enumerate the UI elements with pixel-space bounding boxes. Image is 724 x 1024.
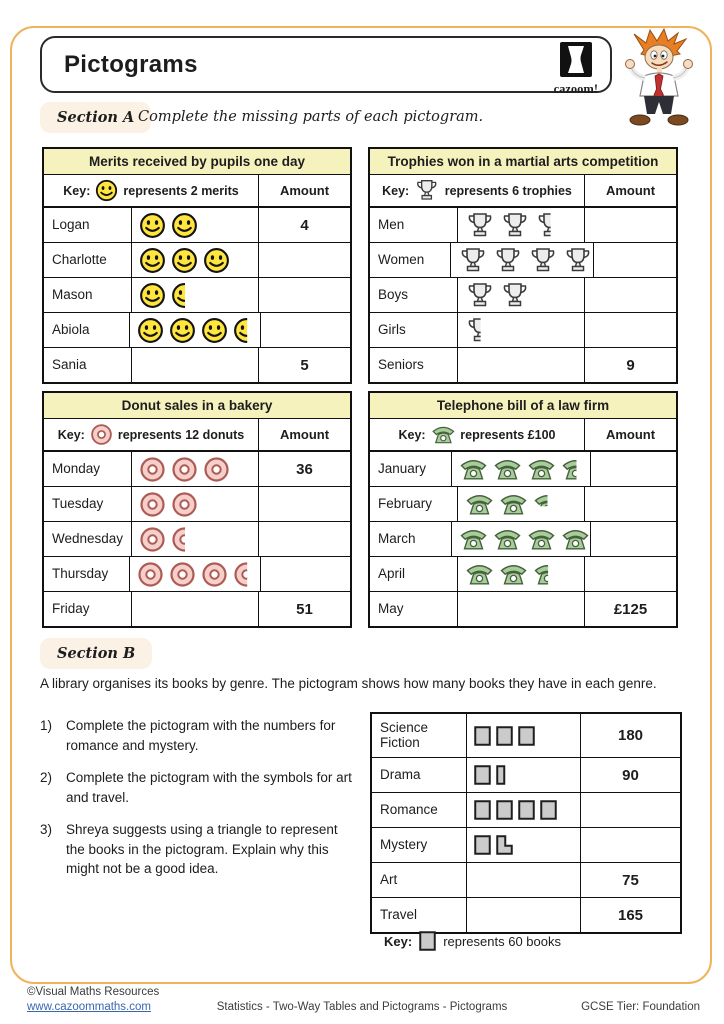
trophy-icon [458,247,488,273]
amount-cell: 36 [258,452,350,486]
telephone-icon [533,563,562,585]
amount-header: Amount [258,175,350,206]
row-symbols [467,714,580,757]
donut-icon [139,491,166,518]
question-item [40,768,362,807]
telephone-icon [465,563,494,585]
donut-icon [171,456,198,483]
trophy-icon [465,212,495,238]
table-key-row [44,419,350,451]
amount-cell: 9 [584,348,676,382]
amount-cell [260,313,350,347]
table-row [372,792,680,827]
trophy-icon [493,247,523,273]
row-label: Monday [44,452,132,486]
donut-icon [171,491,198,518]
table-row [372,827,680,862]
row-label: Travel [372,898,467,932]
trophy-icon [500,282,530,308]
row-label: Mystery [372,828,467,862]
book-square-icon [518,800,535,820]
telephone-icon [493,458,522,480]
row-label: Science Fiction [372,714,467,757]
table-row [370,556,676,591]
row-symbols [132,243,258,277]
donut-icon [169,561,196,588]
table-key-row [370,175,676,207]
table-row [44,207,350,242]
question-text: Shreya suggests using a triangle to represent the books in the pictogram. Explain why this might not be a good idea. [66,822,338,877]
pictogram-table-library [370,712,682,934]
telephone-icon [465,493,494,515]
trophy-icon [414,179,440,201]
row-symbols [458,557,584,591]
table-key-row [44,175,350,207]
question-number: 2) [40,770,53,786]
table-row [370,242,676,277]
table-row [44,556,350,591]
table-title: Donut sales in a bakery [44,393,350,419]
smiley-face-icon [139,247,166,274]
row-symbols [467,898,580,932]
amount-cell: 5 [258,348,350,382]
telephone-icon [459,528,488,550]
question-text: Complete the pictogram with the symbols for art and travel. [66,770,352,805]
book-square-icon [518,726,535,746]
telephone-icon [499,493,528,515]
row-label: Sania [44,348,132,382]
donut-icon [139,526,166,553]
row-label: Abiola [44,313,130,347]
telephone-icon [431,425,456,444]
table-row [44,486,350,521]
row-label: Art [372,863,467,897]
telephone-icon [527,458,556,480]
telephone-icon [499,563,528,585]
row-symbols [132,592,258,626]
amount-header: Amount [584,419,676,450]
amount-cell [260,557,350,591]
footer-topic: Statistics - Two-Way Tables and Pictograms - Pictograms [216,1001,508,1013]
amount-cell: 180 [580,714,680,757]
question-text: Complete the pictogram with the numbers for romance and mystery. [66,718,336,753]
book-square-icon [419,931,436,951]
table-key: Key: represents 2 merits [44,175,258,206]
row-symbols [467,793,580,827]
table-row [370,312,676,347]
question-number: 1) [40,718,53,733]
smiley-face-icon [95,179,118,202]
row-label: February [370,487,458,521]
table-row [372,757,680,792]
table-key: Key: represents 12 donuts [44,419,258,450]
table-row [370,277,676,312]
donut-icon [233,561,260,588]
question-number: 3) [40,822,53,838]
section-b-intro: A library organises its books by genre. The pictogram shows how many books they have in each genre. [40,676,657,691]
row-label: Wednesday [44,522,132,556]
amount-cell [580,793,680,827]
row-label: April [370,557,458,591]
table-row [44,347,350,382]
table-title: Merits received by pupils one day [44,149,350,175]
book-square-icon [474,765,491,785]
amount-cell [258,243,350,277]
cazoom-logo-icon [559,41,593,83]
trophy-icon [528,247,558,273]
row-label: January [370,452,452,486]
table-title: Trophies won in a martial arts competition [370,149,676,175]
row-symbols [458,348,584,382]
smiley-face-icon [171,212,198,239]
smiley-face-icon [169,317,196,344]
smiley-face-icon [139,212,166,239]
amount-cell [590,452,676,486]
amount-cell: 4 [258,208,350,242]
row-symbols [458,487,584,521]
book-square-icon [496,800,513,820]
amount-cell [584,487,676,521]
amount-cell: 51 [258,592,350,626]
row-symbols [451,243,593,277]
table-row [370,207,676,242]
row-symbols [130,557,260,591]
row-label: Mason [44,278,132,312]
table-row [372,714,680,757]
row-label: Logan [44,208,132,242]
table-key: Key: represents £100 [370,419,584,450]
cazoom-character-illustration [616,28,702,139]
smiley-face-icon [233,317,260,344]
donut-icon [139,456,166,483]
telephone-icon [561,528,590,550]
footer-copyright: ©Visual Maths Resources [27,986,160,998]
table-row [44,242,350,277]
page-title: Pictograms [64,50,198,78]
cazoom-logo-text: cazoom! [553,82,598,96]
footer-website-link[interactable]: www.cazoommaths.com [27,1001,151,1013]
table-key-row [370,419,676,451]
amount-cell [584,313,676,347]
row-symbols [132,452,258,486]
table-row [370,591,676,626]
amount-cell [258,522,350,556]
table-row [370,451,676,486]
donut-icon [171,526,198,553]
section-a-instruction: Complete the missing parts of each pictogram. [138,109,484,125]
question-item [40,820,362,879]
row-symbols [132,487,258,521]
table-key: Key: represents 6 trophies [370,175,584,206]
pictogram-table-phones [368,391,678,628]
amount-cell [580,828,680,862]
amount-cell [258,278,350,312]
row-label: Charlotte [44,243,132,277]
smiley-face-icon [137,317,164,344]
telephone-icon [459,458,488,480]
trophy-icon [465,317,495,343]
table-title: Telephone bill of a law firm [370,393,676,419]
telephone-icon [493,528,522,550]
table-row [44,591,350,626]
row-label: Girls [370,313,458,347]
donut-icon [137,561,164,588]
library-key-line: Key: represents 60 books [384,931,561,951]
table-row [372,862,680,897]
smiley-face-icon [171,282,198,309]
row-label: Boys [370,278,458,312]
amount-cell: 90 [580,758,680,792]
footer-tier: GCSE Tier: Foundation [581,1001,700,1013]
amount-cell [584,557,676,591]
row-symbols [130,313,260,347]
amount-cell: £125 [584,592,676,626]
amount-cell [258,487,350,521]
amount-header: Amount [258,419,350,450]
book-square-icon [496,726,513,746]
row-symbols [458,313,584,347]
trophy-icon [563,247,593,273]
table-row [44,312,350,347]
cazoom-logo [554,41,598,97]
amount-cell [584,278,676,312]
row-label: Thursday [44,557,130,591]
donut-icon [201,561,228,588]
section-b-label: Section B [40,638,152,669]
row-label: May [370,592,458,626]
book-square-icon [474,835,491,855]
row-symbols [132,208,258,242]
smiley-face-icon [139,282,166,309]
section-b-questions [40,716,362,892]
book-square-icon [496,765,506,785]
row-symbols [458,278,584,312]
donut-icon [203,456,230,483]
table-row [370,486,676,521]
trophy-icon [465,282,495,308]
table-row [370,521,676,556]
amount-cell: 165 [580,898,680,932]
amount-header: Amount [584,175,676,206]
pictogram-table-merits [42,147,352,384]
row-symbols [132,348,258,382]
row-label: Men [370,208,458,242]
book-square-icon [496,835,513,855]
section-a-label: Section A [40,102,151,133]
telephone-icon [533,493,562,515]
amount-cell [593,243,676,277]
smiley-face-icon [203,247,230,274]
row-label: Romance [372,793,467,827]
amount-cell [584,208,676,242]
row-label: Friday [44,592,132,626]
telephone-icon [561,458,590,480]
row-symbols [458,208,584,242]
row-symbols [467,863,580,897]
row-label: March [370,522,452,556]
row-label: Drama [372,758,467,792]
amount-cell [590,522,676,556]
smiley-face-icon [201,317,228,344]
book-square-icon [474,726,491,746]
row-symbols [132,278,258,312]
table-row [372,897,680,932]
question-item [40,716,362,755]
row-label: Tuesday [44,487,132,521]
table-row [44,277,350,312]
row-symbols [452,522,590,556]
book-square-icon [474,800,491,820]
pictogram-table-donuts [42,391,352,628]
row-label: Seniors [370,348,458,382]
pictogram-table-trophies [368,147,678,384]
row-symbols [467,758,580,792]
trophy-icon [500,212,530,238]
row-symbols [467,828,580,862]
row-symbols [452,452,590,486]
table-row [44,521,350,556]
amount-cell: 75 [580,863,680,897]
trophy-icon [535,212,565,238]
smiley-face-icon [171,247,198,274]
telephone-icon [527,528,556,550]
donut-icon [90,423,113,446]
row-label: Women [370,243,451,277]
table-row [44,451,350,486]
row-symbols [132,522,258,556]
book-square-icon [540,800,557,820]
worksheet-title-box [40,36,612,96]
row-symbols [458,592,584,626]
table-row [370,347,676,382]
